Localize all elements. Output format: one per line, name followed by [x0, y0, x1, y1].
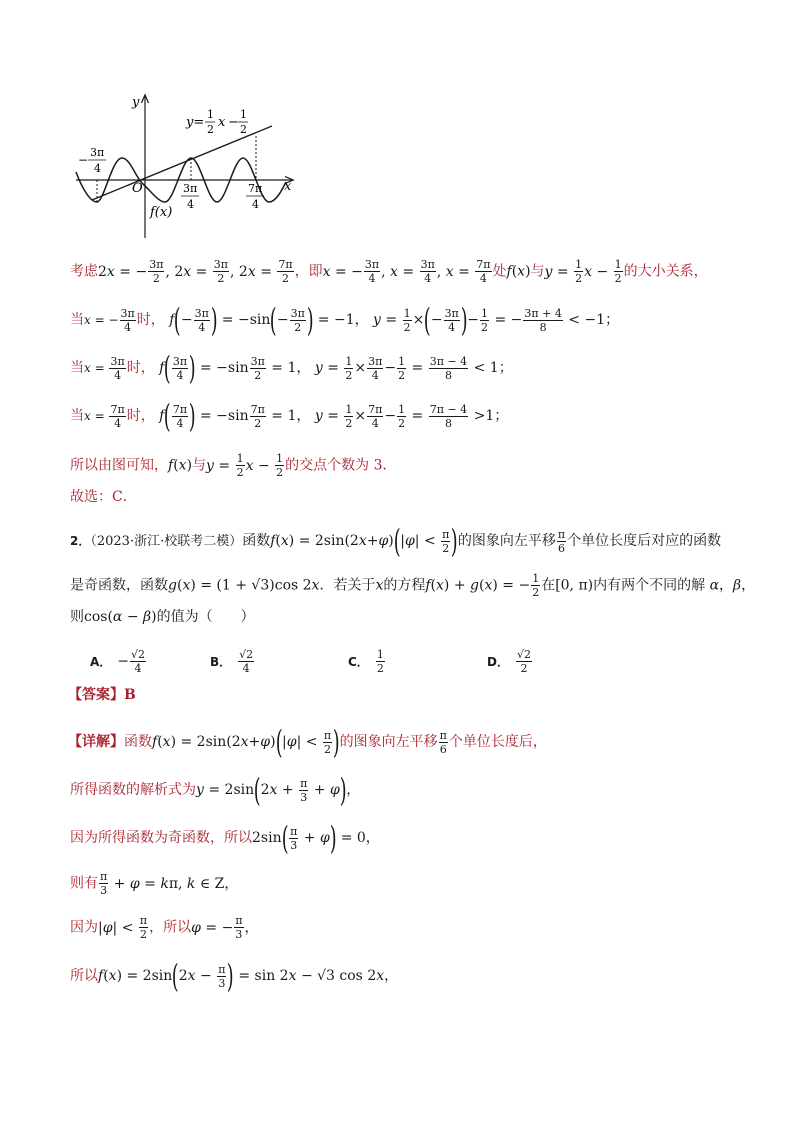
q2-l3-a: 则: [70, 609, 84, 625]
q2-number: 2．: [70, 534, 91, 548]
detail-1-a: 函数: [124, 734, 152, 750]
consider-text-c: 处: [492, 263, 507, 280]
q2-line-3: 则cos(α − β)的值为（ ）: [70, 609, 255, 625]
q2-line-2: 是奇函数，函数g(x) = (1 + √3)cos 2x．若关于x的方程f(x) + g(x) = − $\frac{1}{2}$ 在[0, π)内有两个不同的解 α，β，: [70, 572, 756, 599]
q2-l2-d: 在: [541, 577, 556, 594]
q2-l2-e: 内有两个不同的解: [593, 577, 706, 594]
option-a-den: 4: [134, 662, 142, 675]
consider-line: 考虑2x = − $\frac{3\pi}{2}$ , 2x = $\frac{3\pi}{2}$ , 2x = $\frac{7\pi}{2}$ ，即x = − $\frac{3\pi}{4}$ , x = $\frac{3\pi}{4}$ , x = $\frac{7\pi}{4}$ 处f(x)与y = $\frac{1}{2}$ x − $\frac{1}{2}$ 的大小关系，: [70, 258, 708, 285]
option-b-den: 4: [242, 662, 250, 675]
q2-l2-b: ．若关于: [319, 577, 376, 594]
q2-l2-a: 是奇函数，函数: [70, 577, 168, 594]
detail-4-a: 则有: [70, 875, 98, 892]
case-line-3: 当x = $\frac{7\pi}{4}$ 时， f( $\frac{7\pi}{4}$ ) = −sin $\frac{7\pi}{2}$ = 1， y = $\frac{1}{2}$ × $\frac{7\pi}{4}$ − $\frac{1}{2}$ = $\frac{7\pi - 4}{8}$ >1；: [70, 397, 509, 435]
detail-line-6: 所以f(x) = 2sin(2x − $\frac{\pi}{3}$ ) = sin 2x − √3 cos 2x，: [70, 957, 399, 995]
answer-line-1: 故选：C．: [70, 489, 137, 505]
option-a-sign: −: [117, 653, 130, 670]
detail-1-c: 个单位长度后，: [448, 734, 547, 750]
origin-label: O: [132, 181, 143, 196]
conclusion-line: 所以由图可知，f(x)与y = $\frac{1}{2}$ x − $\frac{1}{2}$ 的交点个数为 3．: [70, 452, 397, 479]
case-line-1: 当x = − $\frac{3\pi}{4}$ 时， f(− $\frac{3\pi}{4}$ ) = −sin(− $\frac{3\pi}{2}$ ) = −1， y = $\frac{1}{2}$ ×(− $\frac{3\pi}{4}$ )− $\frac{1}{2}$ = − $\frac{3\pi + 4}{8}$ < −1；: [70, 301, 620, 339]
y-label: y: [132, 95, 140, 110]
option-b-num: √2: [239, 648, 254, 661]
line-label-half-num2: 1: [240, 108, 247, 121]
detail-tag: 【详解】: [68, 734, 124, 750]
detail-line-4: 则有 $\frac{\pi}{3}$ + φ = kπ, k ∈ Z，: [70, 870, 239, 897]
q2-source: （2023·浙江·校联考二模）: [90, 534, 243, 549]
q2-l3-b: 的值为（ ）: [156, 609, 255, 625]
option-b-letter: B．: [210, 654, 232, 669]
option-a-num: √2: [131, 648, 146, 661]
option-c-num: 1: [376, 648, 384, 661]
detail-3-a: 因为所得函数为奇函数，所以: [70, 830, 252, 846]
line-label-minus: −: [228, 115, 239, 130]
option-d[interactable]: [487, 648, 533, 675]
case3-when: 当: [70, 408, 84, 424]
option-b[interactable]: [210, 648, 255, 675]
detail-1-b: 的图象向左平移: [339, 734, 438, 750]
detail-line-5: 因为|φ| < $\frac{\pi}{2}$ ，所以φ = − $\frac{\pi}{3}$ ，: [70, 914, 259, 941]
case2-when: 当: [70, 360, 84, 376]
tick-neg-den: 4: [94, 162, 101, 175]
curve-label: f(x): [150, 205, 173, 220]
consider-text-a: 考虑: [70, 263, 98, 280]
case2-shi: 时，: [126, 360, 155, 376]
detail-line-2: 所得函数的解析式为y = 2sin(2x + $\frac{\pi}{3}$ + φ)，: [70, 771, 361, 809]
conclusion-b: 与: [192, 457, 207, 474]
detail-line-3: 因为所得函数为奇函数，所以2sin( $\frac{\pi}{3}$ + φ) = 0，: [70, 819, 380, 857]
option-a-letter: A．: [90, 654, 112, 669]
q2-l1-c: 个单位长度后对应的函数: [567, 533, 722, 549]
option-c[interactable]: [348, 648, 386, 675]
detail-5-a: 因为: [70, 919, 98, 936]
option-a[interactable]: [90, 648, 147, 675]
tick-neg-num: 3π: [90, 146, 105, 159]
option-c-den: 2: [376, 662, 384, 675]
q2-l1-a: 函数: [242, 533, 271, 549]
line-label-half-den: 2: [207, 123, 214, 136]
line-label-half-den2: 2: [240, 123, 247, 136]
tick-7pi4-num: 7π: [248, 182, 263, 195]
line-label-x: x: [218, 115, 226, 130]
consider-text-b: ，即: [294, 263, 323, 280]
line-label-lhs: y=: [186, 115, 205, 130]
detail-line-1: 【详解】函数f(x) = 2sin(2x+φ)(|φ| < $\frac{\pi}{2}$ )的图象向左平移 $\frac{\pi}{6}$ 个单位长度后，: [68, 723, 547, 761]
case3-shi: 时，: [126, 408, 155, 424]
consider-text-e: 的大小关系，: [623, 263, 708, 280]
detail-6-a: 所以: [70, 968, 98, 984]
answer-tag: 【答案】B: [68, 687, 136, 703]
case1-shi: 时，: [136, 312, 165, 328]
case1-when: 当: [70, 312, 84, 328]
conclusion-a: 所以由图可知，: [70, 457, 168, 474]
conclusion-c: 的交点个数为 3．: [285, 457, 397, 474]
detail-2-a: 所得函数的解析式为: [70, 782, 196, 798]
q2-line-1: 2．（2023·浙江·校联考二模）函数f(x) = 2sin(2x+φ)(|φ| < $\frac{\pi}{2}$ )的图象向左平移 $\frac{\pi}{6}$ 个单位长度后对应的函数: [70, 522, 722, 560]
q2-l2-c: 的方程: [383, 577, 426, 594]
straight-line: [92, 126, 272, 200]
case-line-2: 当x = $\frac{3\pi}{4}$ 时， f( $\frac{3\pi}{4}$ ) = −sin $\frac{3\pi}{2}$ = 1， y = $\frac{1}{2}$ × $\frac{3\pi}{4}$ − $\frac{1}{2}$ = $\frac{3\pi - 4}{8}$ < 1；: [70, 349, 513, 387]
q2-l1-b: 的图象向左平移: [457, 533, 556, 549]
line-label-half-num: 1: [207, 108, 214, 121]
detail-5-b: ，所以: [149, 919, 192, 936]
option-d-num: √2: [516, 648, 531, 661]
option-d-letter: D．: [487, 654, 509, 669]
sine-line-figure: [70, 92, 310, 242]
tick-neg-sign: −: [78, 153, 89, 167]
option-c-letter: C．: [348, 654, 369, 669]
x-label: x: [284, 179, 292, 194]
option-d-den: 2: [520, 662, 528, 675]
tick-3pi4-num: 3π: [183, 182, 198, 195]
tick-7pi4-den: 4: [252, 198, 259, 211]
consider-text-d: 与: [530, 263, 545, 280]
tick-3pi4-den: 4: [187, 198, 194, 211]
